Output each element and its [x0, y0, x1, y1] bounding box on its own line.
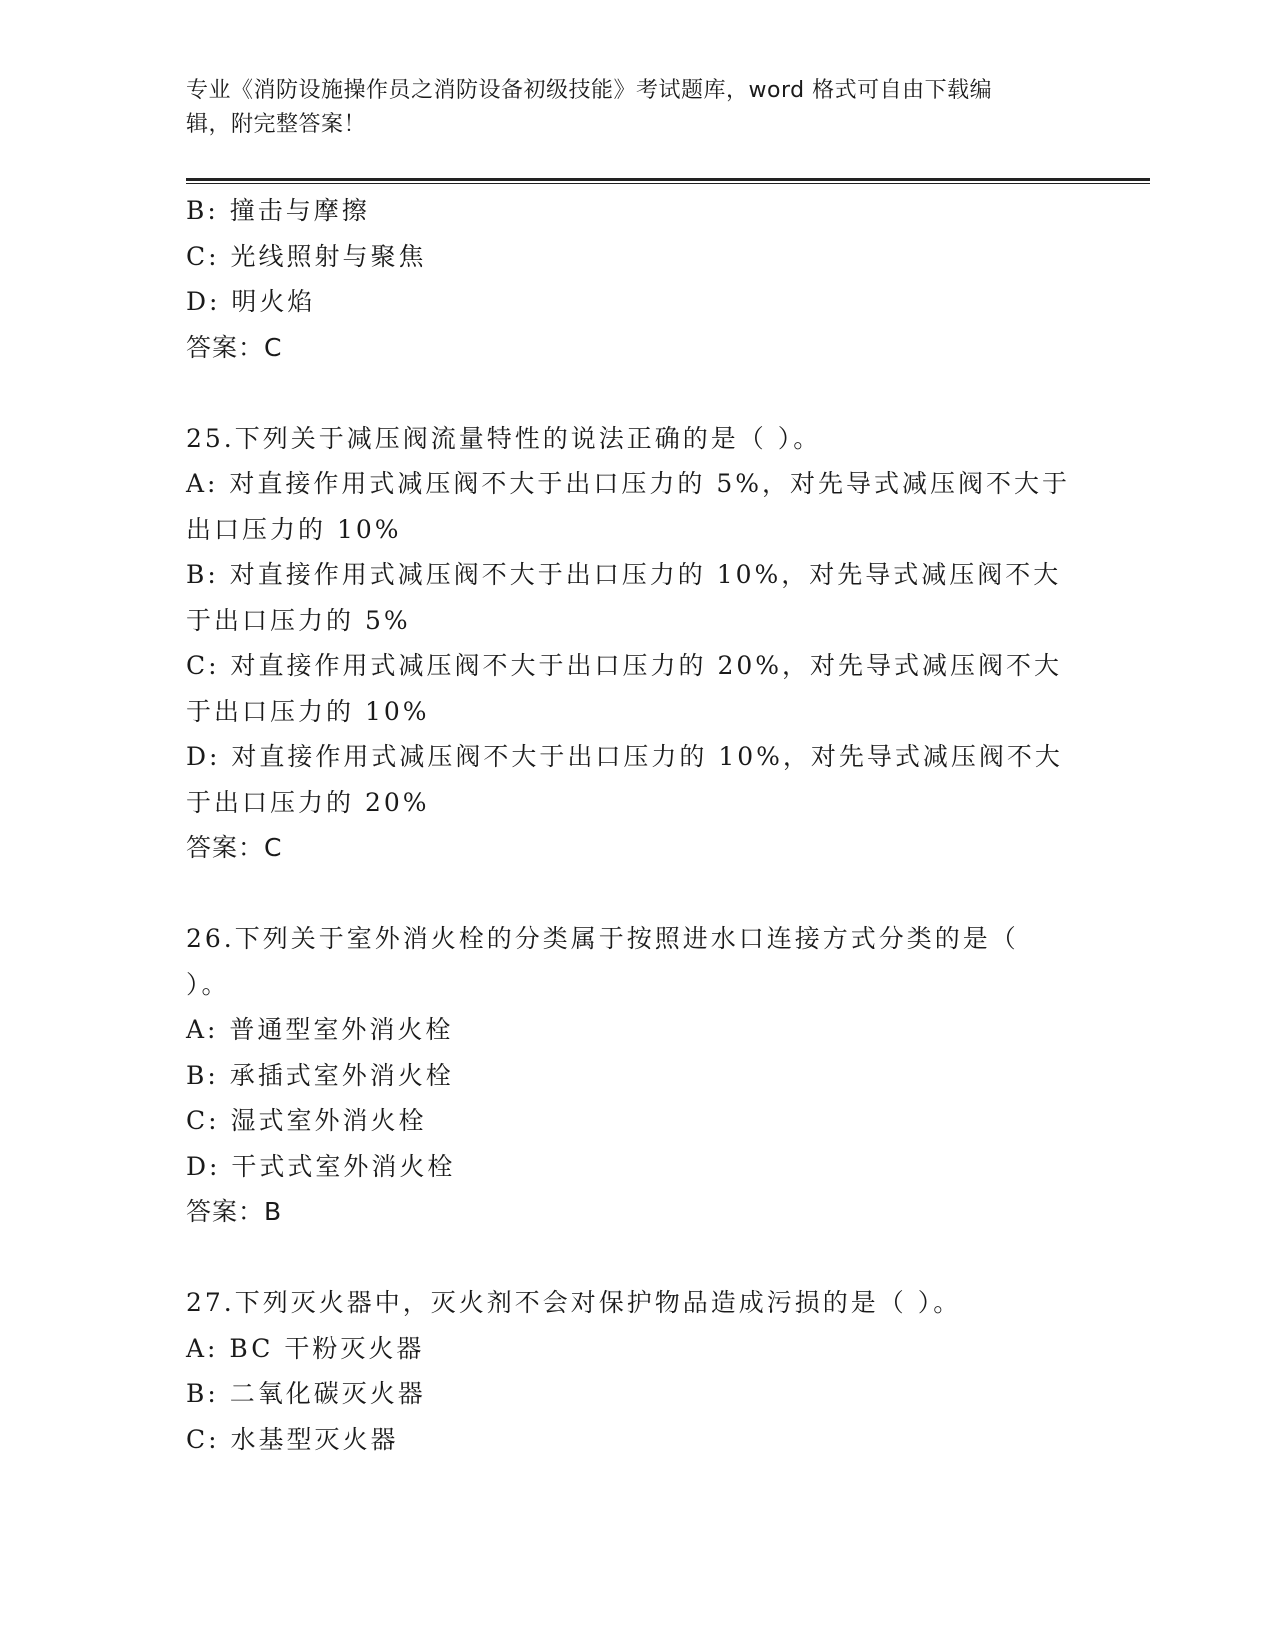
option-d: D: 干式式室外消火栓: [186, 1151, 456, 1181]
header-rule-thin: [186, 183, 1150, 184]
answer: 答案：C: [186, 332, 283, 362]
option-c: C: 湿式室外消火栓: [186, 1106, 427, 1135]
option-d: D: 对直接作用式减压阀不大于出口压力的 10%，对先导式减压阀不大: [186, 742, 1063, 771]
option-b-cont: 于出口压力的 5%: [186, 605, 411, 635]
option-a: A: 普通型室外消火栓: [186, 1015, 454, 1044]
option-c: C: 对直接作用式减压阀不大于出口压力的 20%，对先导式减压阀不大: [186, 651, 1063, 680]
option-c: C: 水基型灭火器: [186, 1424, 399, 1454]
option-d: D: 明火焰: [186, 287, 316, 316]
question-25: [186, 416, 1086, 871]
option-b: B: 承插式室外消火栓: [186, 1060, 454, 1090]
option-a: A: 对直接作用式减压阀不大于出口压力的 5%，对先导式减压阀不大于: [186, 469, 1071, 498]
answer: 答案：B: [186, 1197, 283, 1226]
question-list: [186, 188, 1086, 1462]
option-d-cont: 于出口压力的 20%: [186, 787, 430, 817]
option-c: C: 光线照射与聚焦: [186, 241, 427, 271]
question-text: 26.下列关于室外消火栓的分类属于按照进水口连接方式分类的是（: [186, 924, 1019, 953]
header-line-1: 专业《消防设施操作员之消防设备初级技能》考试题库，word 格式可自由下载编: [186, 78, 993, 103]
question-text-cont: ）。: [186, 969, 230, 999]
question-text: 27.下列灭火器中，灭火剂不会对保护物品造成污损的是（ ）。: [186, 1288, 962, 1317]
option-b: B: 对直接作用式减压阀不大于出口压力的 10%，对先导式减压阀不大: [186, 560, 1062, 589]
option-c-cont: 于出口压力的 10%: [186, 696, 430, 726]
answer: 答案：C: [186, 833, 283, 862]
option-b: B: 二氧化碳灭火器: [186, 1379, 426, 1408]
question-26: [186, 916, 1086, 1235]
option-a: A: BC 干粉灭火器: [186, 1333, 425, 1363]
header-rule-thick: [186, 178, 1150, 181]
question-text: 25.下列关于减压阀流量特性的说法正确的是（ ）。: [186, 423, 822, 453]
option-a-cont: 出口压力的 10%: [186, 514, 402, 544]
header-line-2: 辑，附完整答案！: [186, 112, 367, 137]
option-b: B: 撞击与摩擦: [186, 196, 370, 225]
question-27: [186, 1280, 1086, 1462]
question-24: [186, 188, 1086, 370]
page-header: [186, 74, 1066, 142]
